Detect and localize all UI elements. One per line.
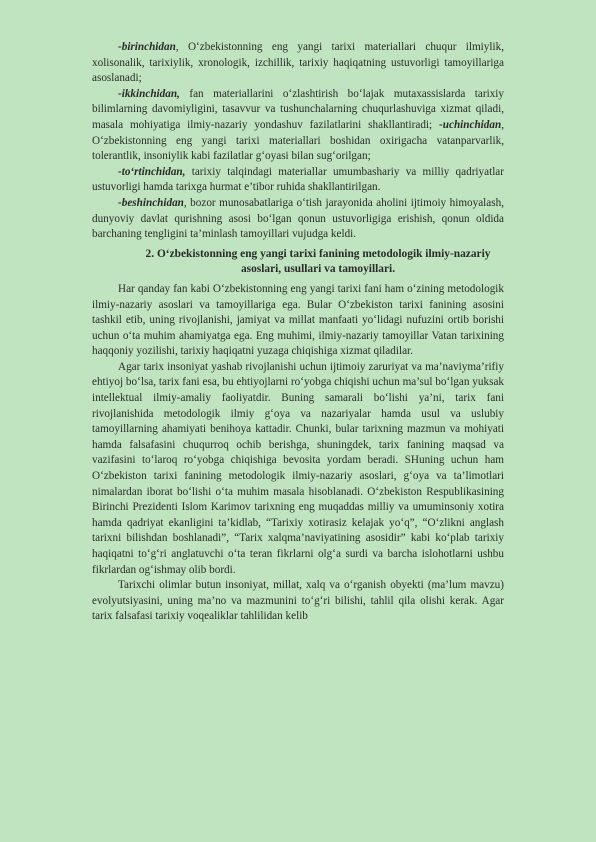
paragraph-lead: -birinchidan bbox=[118, 41, 176, 53]
paragraph-ikkinchidan bbox=[92, 87, 504, 165]
paragraph-lead: -to‘rtinchidan, bbox=[118, 165, 186, 178]
paragraph-tortinchidan bbox=[92, 165, 504, 196]
body-paragraph: Agar tarix insoniyat yashab rivojlanishi uchun ijtimoiy zaruriyat va ma’naviyma’rifiy ehtiyoj bo‘lsa, tarix fani esa, bu ehtiyojlarni ro‘yobga chiqishi uchun ma’sul bo‘lgan yuksak intellektual ilmiy-amaliy faoliyatdir. Buning samarali bo‘lishi ya’ni, tarix fani rivojlanishida metodologik ilmiy g‘oya va nazariyalar hamda usul va uslubiy tamoyillarning ahamiyati benihoya kattadir. Chunki, bular tarixning mazmun va mohiyati hamda falsafasini chuqurroq ochib berishga, shuningdek, tarix fanining maqsad va vazifasini to‘laroq ro‘yobga chiqishiga bevosita yordam beradi. SHuning uchun ham O‘zbekiston tarixi fanining metodologik ilmiy-nazariy asoslari, g‘oya va ta’limotlari nimalardan iborat bo‘lishi o‘ta muhim masala hisoblanadi. O‘zbekiston Respublikasining Birinchi Prezidenti Islom Karimov tarixning eng muqaddas milliy va umuminsoniy xotira hamda qadriyat ekanligini ta’kidlab, “Tarixiy xotirasiz kelajak yo‘q”, “O‘zlikni anglash tarixni bilishdan boshlanadi”, “Tarix xalqma’naviyatining asosidir” kabi ko‘plab tarixiy haqiqatni to‘g‘ri anglatuvchi o‘ta teran fikrlarni olg‘a surdi va barcha islohotlarni ushbu fikrlardan og‘ishmay olib bordi. bbox=[92, 360, 504, 576]
paragraph-text: fan materiallarini o‘zlashtirish bo‘lajak mutaxassislarda tarixiy bilimlarning davomiyligini, tasavvur va tushunchalarning chuqurlashuviga xizmat qiladi, masala mohiyatiga ilmiy-nazariy yondashuv fazilatlarini shakllantiradi; bbox=[92, 87, 504, 131]
paragraph-lead-uchinchidan: -uchinchidan bbox=[439, 118, 502, 131]
paragraph-text-uchinchidan: , O‘zbekistonning eng yangi tarixi materiallari boshidan oxirigacha vatanparvarlik, tolerantlik, insoniylik kabi fazilatlar g‘oyasi bilan sug‘orilgan; bbox=[92, 118, 504, 163]
paragraph-beshinchidan bbox=[92, 196, 504, 243]
paragraph-birinchidan bbox=[92, 40, 504, 87]
paragraph-lead: -beshinchidan bbox=[118, 196, 184, 209]
section-heading: 2. O‘zbekistonning eng yangi tarixi fanining metodologik ilmiy-nazariy asoslari, usullari va tamoyillari. bbox=[145, 247, 491, 276]
body-paragraph: Tarixchi olimlar butun insoniyat, millat, xalq va o‘rganish obyekti (ma’lum mavzu) evolyutsiyasini, uning ma’no va mazmunini to‘g‘ri bilishi, tahlil qila olishi kerak. Agar tarix falsafasi tarixiy voqealiklar tahlilidan kelib bbox=[92, 579, 504, 623]
paragraph-text: , bozor munosabatlariga o‘tish jarayonida aholini ijtimoiy himoyalash, dunyoviy davlat qurishning asosi bo‘lgan qonun ustuvorligiga erishish, qonun oldida barchaning tengligini ta’minlash tamoyillari vujudga keldi. bbox=[92, 196, 504, 241]
paragraph-lead: -ikkinchidan, bbox=[118, 87, 180, 100]
paragraph-text: tarixiy talqindagi materiallar umumbashariy va milliy qadriyatlar ustuvorligi hamda tarixga hurmat e’tibor ruhida shakllantirilgan. bbox=[92, 165, 504, 194]
document-text bbox=[92, 40, 504, 625]
paragraph-text: , O‘zbekistonning eng yangi tarixi materiallari chuqur ilmiylik, xolisonalik, tarixiylik, xronologik, izchillik, tarixiy haqiqatning ustuvorligi tamoyillariga asoslanadi; bbox=[92, 41, 504, 85]
body-paragraph: Har qanday fan kabi O‘zbekistonning eng yangi tarixi fani ham o‘zining metodologik ilmiy-nazariy asoslari va tamoyillariga ega. Bular O‘zbekiston tarixi fanining asosini tashkil etib, uning rivojlanishi, jamiyat va millat manfaati yo‘lidagi nufuzini ortib borishi uchun o‘ta muhim ahamiyatga ega. Eng muhimi, ilmiy-nazariy tamoyillar Vatan tarixining haqqoniy yozilishi, tarixiy haqiqatni yuzaga chiqishiga xizmat qiladilar. bbox=[92, 282, 504, 358]
